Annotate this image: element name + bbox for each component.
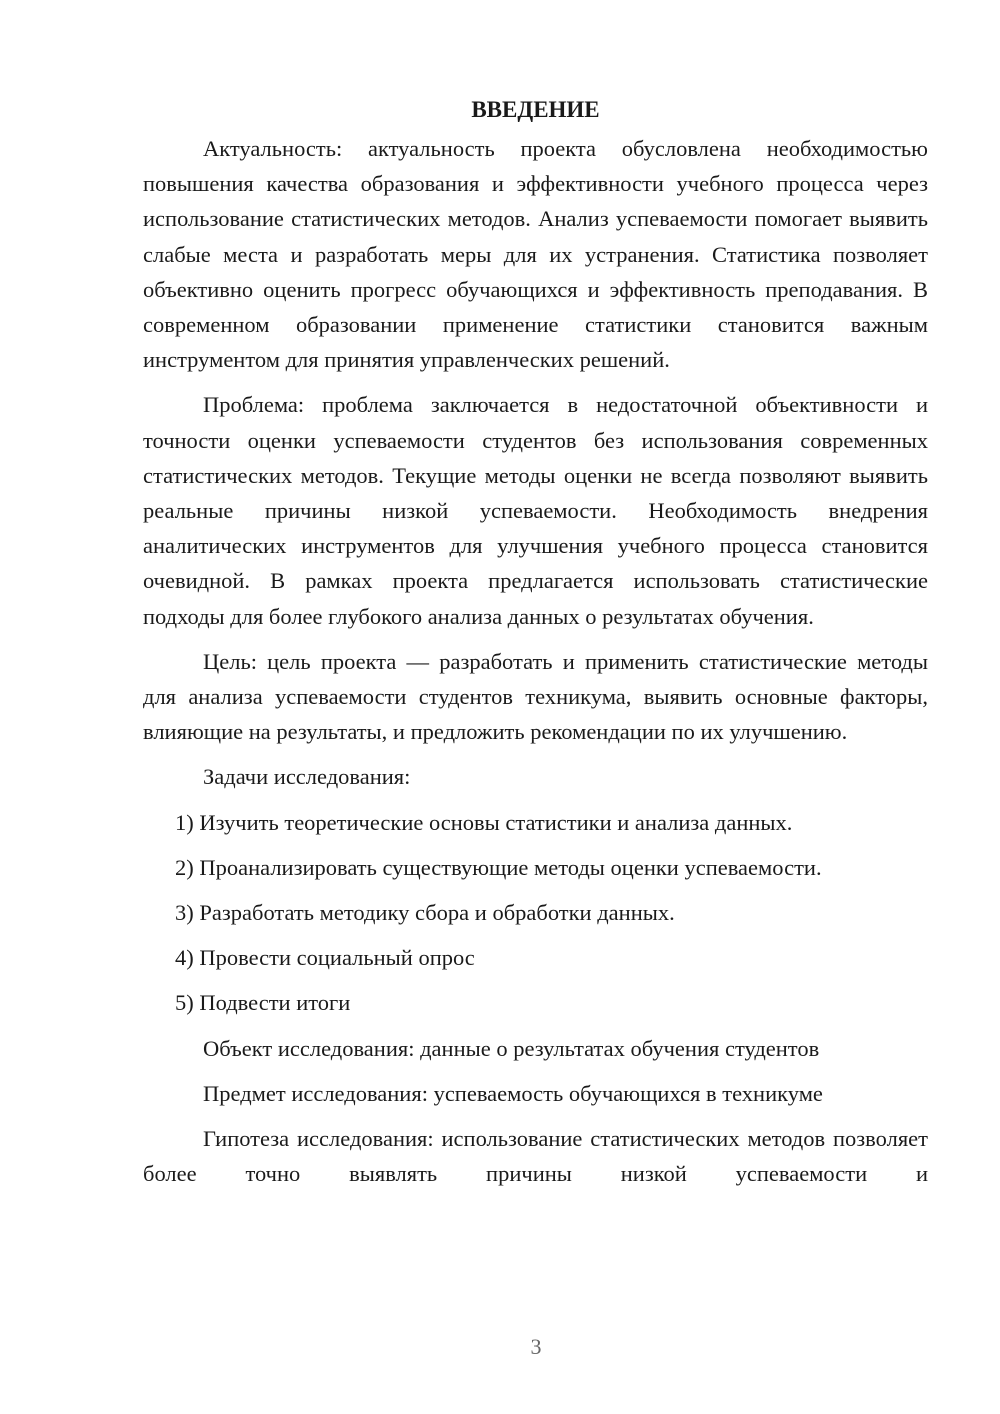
tasks-list [143,805,928,1021]
section-heading: ВВЕДЕНИЕ [471,97,600,122]
list-item: 3) Разработать методику сбора и обработки данных. [175,900,675,926]
hypothesis-paragraph: Гипотеза исследования: использование статистических методов позволяет более точно выявлять причины низкой успеваемости и [143,1126,928,1187]
list-item: 4) Провести социальный опрос [175,945,475,971]
problem-paragraph: Проблема: проблема заключается в недостаточной объективности и точности оценки успеваемости студентов без использования современных статистических методов. Текущие методы оценки не всегда позволяют выявить реальные причины низкой успеваемости. Необходимость внедрения аналитических инструментов для улучшения учебного процесса становится очевидной. В рамках проекта предлагается использовать статистические подходы для более глубокого анализа данных о результатах обучения. [143,392,928,629]
object-paragraph: Объект исследования: данные о результатах обучения студентов [203,1035,820,1061]
list-item: 5) Подвести итоги [175,990,351,1016]
list-item: 2) Проанализировать существующие методы оценки успеваемости. [175,854,822,880]
list-item: 1) Изучить теоретические основы статистики и анализа данных. [175,809,793,835]
relevance-paragraph: Актуальность: актуальность проекта обусловлена необходимостью повышения качества образования и эффективности учебного процесса через использование статистических методов. Анализ успеваемости помогает выявить слабые места и разработать меры для их устранения. Статистика позволяет объективно оценить прогресс обучающихся и эффективность преподавания. В современном образовании применение статистики становится важным инструментом для принятия управленческих решений. [143,136,928,373]
subject-paragraph: Предмет исследования: успеваемость обучающихся в техникуме [203,1080,823,1106]
goal-paragraph: Цель: цель проекта — разработать и применить статистические методы для анализа успеваемости студентов техникума, выявить основные факторы, влияющие на результаты, и предложить рекомендации по их улучшению. [143,648,928,745]
tasks-title: Задачи исследования: [203,764,411,790]
document-page [143,92,928,1201]
page-number: 3 [530,1334,542,1359]
